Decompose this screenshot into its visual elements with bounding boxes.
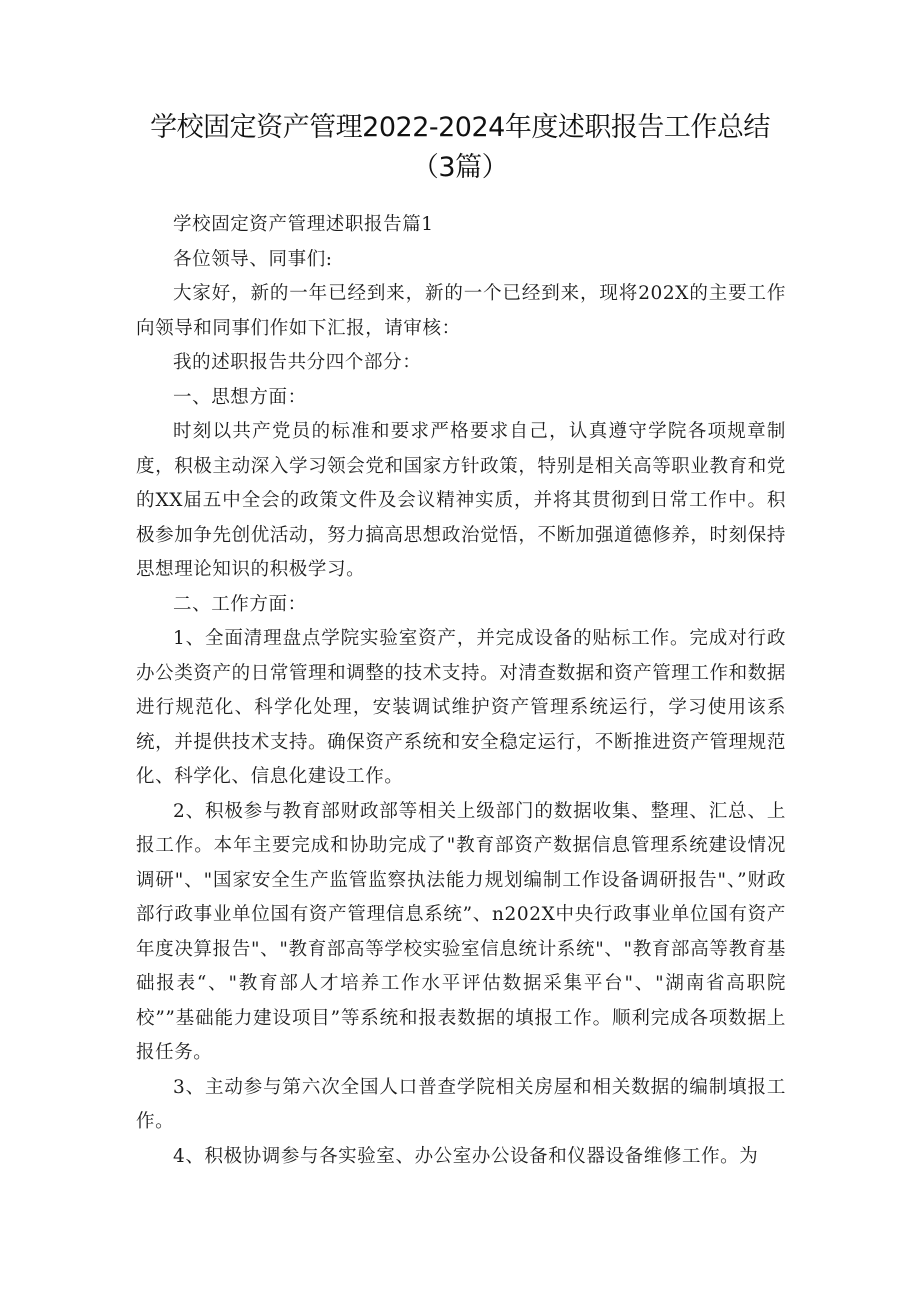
paragraph: 4、积极协调参与各实验室、办公室办公设备和仪器设备维修工作。为 bbox=[173, 1145, 759, 1167]
paragraph: 时刻以共产党员的标准和要求严格要求自己，认真遵守学院各项规章制度，积极主动深入学习领会党和国家方针政策，特别是相关高等职业教育和党的XX届五中全会的政策文件及会议精神实质，并将其贯彻到日常工作中。积极参加争先创优活动，努力搞高思想政治觉悟，不断加强道德修养，时刻保持思想理论知识的积极学习。 bbox=[136, 421, 786, 580]
subheading: 一、思想方面： bbox=[173, 386, 307, 408]
document-title: 学校固定资产管理2022-2024年度述职报告工作总结（3篇） bbox=[150, 112, 770, 183]
salutation: 各位领导、同事们: bbox=[173, 248, 333, 270]
document-body bbox=[136, 208, 786, 1174]
paragraph: 3、主动参与第六次全国人口普查学院相关房屋和相关数据的编制填报工作。 bbox=[136, 1076, 786, 1132]
paragraph: 1、全面清理盘点学院实验室资产，并完成设备的贴标工作。完成对行政办公类资产的日常管理和调整的技术支持。对清查数据和资产管理工作和数据进行规范化、科学化处理，安装调试维护资产管理系统运行，学习使用该系统，并提供技术支持。确保资产系统和安全稳定运行，不断推进资产管理规范化、科学化、信息化建设工作。 bbox=[136, 628, 786, 787]
subheading: 二、工作方面： bbox=[173, 593, 307, 615]
section-heading: 学校固定资产管理述职报告篇1 bbox=[173, 214, 434, 235]
paragraph: 大家好，新的一年已经到来，新的一个已经到来，现将202X的主要工作向领导和同事们作如下汇报，请审核： bbox=[136, 283, 786, 339]
paragraph: 2、积极参与教育部财政部等相关上级部门的数据收集、整理、汇总、上报工作。本年主要完成和协助完成了"教育部资产数据信息管理系统建设情况调研"、"国家安全生产监管监察执法能力规划编制工作设备调研报告"、”财政部行政事业单位国有资产管理信息系统”、n202X中央行政事业单位国有资产年度决算报告"、"教育部高等学校实验室信息统计系统"、"教育部高等教育基础报表“、"教育部人才培养工作水平评估数据采集平台"、"湖南省高职院校””基础能力建设项目”等系统和报表数据的填报工作。顺利完成各项数据上报任务。 bbox=[136, 800, 786, 1063]
paragraph: 我的述职报告共分四个部分： bbox=[173, 352, 422, 373]
